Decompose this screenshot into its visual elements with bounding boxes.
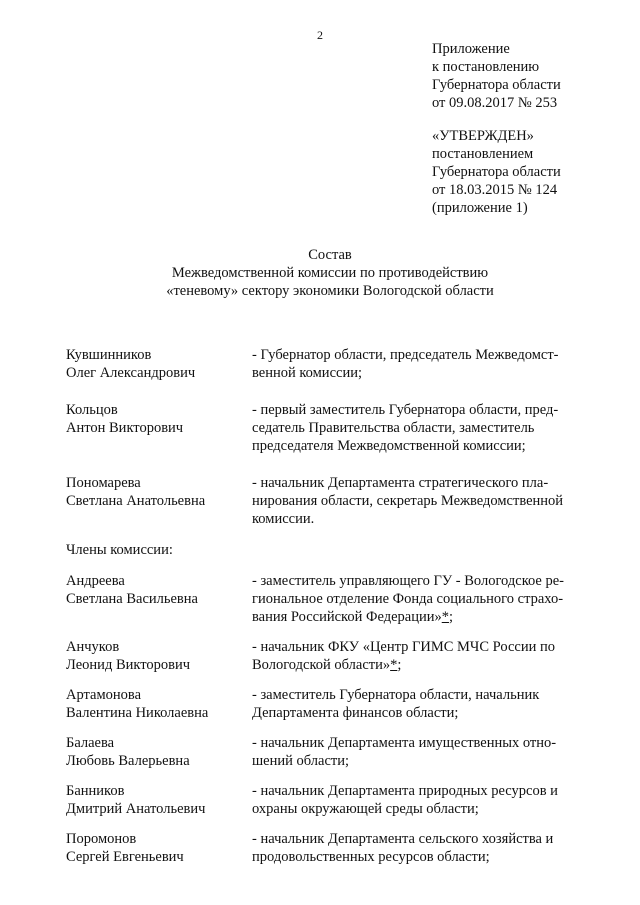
member-role [252, 830, 576, 866]
member-name [66, 401, 252, 455]
role-line: венной комиссии; [252, 365, 362, 381]
member-row [66, 686, 586, 722]
role-line: - Губернатор области, председатель Межведомст- [252, 347, 559, 363]
title-line: «теневому» сектору экономики Вологодской области [166, 283, 494, 299]
member-row [66, 734, 586, 770]
member-surname: Кувшинников [66, 347, 152, 363]
member-given-names: Сергей Евгеньевич [66, 849, 184, 865]
member-role [252, 572, 576, 626]
member-surname: Балаева [66, 735, 115, 751]
member-surname: Анчуков [66, 639, 120, 655]
appendix-header [432, 40, 622, 112]
approved-line: постановлением [432, 146, 534, 162]
page-number: 2 [317, 28, 323, 42]
member-given-names: Светлана Васильевна [66, 591, 198, 607]
member-name [66, 830, 252, 866]
member-surname: Пономарева [66, 475, 141, 491]
role-line: - первый заместитель Губернатора области, пред- [252, 402, 559, 418]
approved-line: (приложение 1) [432, 200, 528, 216]
member-surname: Андреева [66, 573, 125, 589]
approved-line: Губернатора области [432, 164, 561, 180]
member-given-names: Антон Викторович [66, 420, 184, 436]
member-row [66, 830, 586, 866]
member-given-names: Светлана Анатольевна [66, 493, 206, 509]
role-line [252, 656, 576, 674]
appendix-line: Губернатора области [432, 77, 561, 93]
role-line-tail: ; [448, 609, 453, 625]
member-role [252, 401, 576, 455]
role-line: - заместитель управляющего ГУ - Вологодское ре- [252, 573, 565, 589]
member-row [66, 572, 586, 626]
role-line: - начальник Департамента стратегического пла- [252, 475, 549, 491]
role-line-text: вания Российской Федерации» [252, 609, 442, 625]
role-line: продовольственных ресурсов области; [252, 849, 490, 865]
role-line: - начальник Департамента сельского хозяйства и [252, 831, 554, 847]
member-name [66, 346, 252, 382]
title-line: Межведомственной комиссии по противодействию [171, 265, 489, 281]
role-line: охраны окружающей среды области; [252, 801, 479, 817]
commission-composition [66, 346, 586, 866]
role-line: шений области; [252, 753, 350, 769]
role-line: - начальник Департамента имущественных отно- [252, 735, 557, 751]
member-given-names: Олег Александрович [66, 365, 196, 381]
member-given-names: Валентина Николаевна [66, 705, 209, 721]
role-line: комиссии. [252, 511, 315, 527]
role-line: нирования области, секретарь Межведомственной [252, 493, 564, 509]
role-line: председателя Межведомственной комиссии; [252, 438, 526, 454]
member-name [66, 686, 252, 722]
member-surname: Кольцов [66, 402, 118, 418]
footnote-mark: * [441, 609, 449, 625]
role-line: Департамента финансов области; [252, 705, 459, 721]
appendix-line: от 09.08.2017 № 253 [432, 95, 558, 111]
approval-stamp-text [432, 127, 622, 217]
role-line: - начальник Департамента природных ресурсов и [252, 783, 558, 799]
footnote-mark: * [390, 657, 398, 673]
appendix-line: Приложение [432, 41, 510, 57]
member-row [66, 346, 586, 382]
role-line: гиональное отделение Фонда социального страхо- [252, 591, 564, 607]
member-name [66, 572, 252, 626]
role-line-tail: ; [397, 657, 402, 673]
member-surname: Банников [66, 783, 125, 799]
role-line: - начальник ФКУ «Центр ГИМС МЧС России по [252, 639, 555, 655]
appendix-line: к постановлению [432, 59, 540, 75]
member-row [66, 638, 586, 674]
member-role [252, 346, 576, 382]
member-name [66, 638, 252, 674]
member-role [252, 686, 576, 722]
document-title [60, 246, 600, 300]
member-row [66, 782, 586, 818]
role-line [252, 608, 576, 626]
member-role [252, 734, 576, 770]
approved-line: «УТВЕРЖДЕН» [432, 128, 534, 144]
member-role [252, 638, 576, 674]
member-given-names: Дмитрий Анатольевич [66, 801, 206, 817]
member-name [66, 474, 252, 528]
member-row [66, 401, 586, 455]
members-section-label: Члены комиссии: [66, 542, 173, 558]
member-row [66, 474, 586, 528]
member-surname: Поромонов [66, 831, 137, 847]
member-role [252, 474, 576, 528]
role-line: седатель Правительства области, заместитель [252, 420, 535, 436]
title-line: Состав [308, 247, 352, 263]
member-role [252, 782, 576, 818]
member-given-names: Любовь Валерьевна [66, 753, 190, 769]
member-surname: Артамонова [66, 687, 142, 703]
approved-line: от 18.03.2015 № 124 [432, 182, 558, 198]
member-name [66, 734, 252, 770]
role-line: - заместитель Губернатора области, начальник [252, 687, 540, 703]
member-name [66, 782, 252, 818]
role-line-text: Вологодской области» [252, 657, 391, 673]
member-given-names: Леонид Викторович [66, 657, 191, 673]
